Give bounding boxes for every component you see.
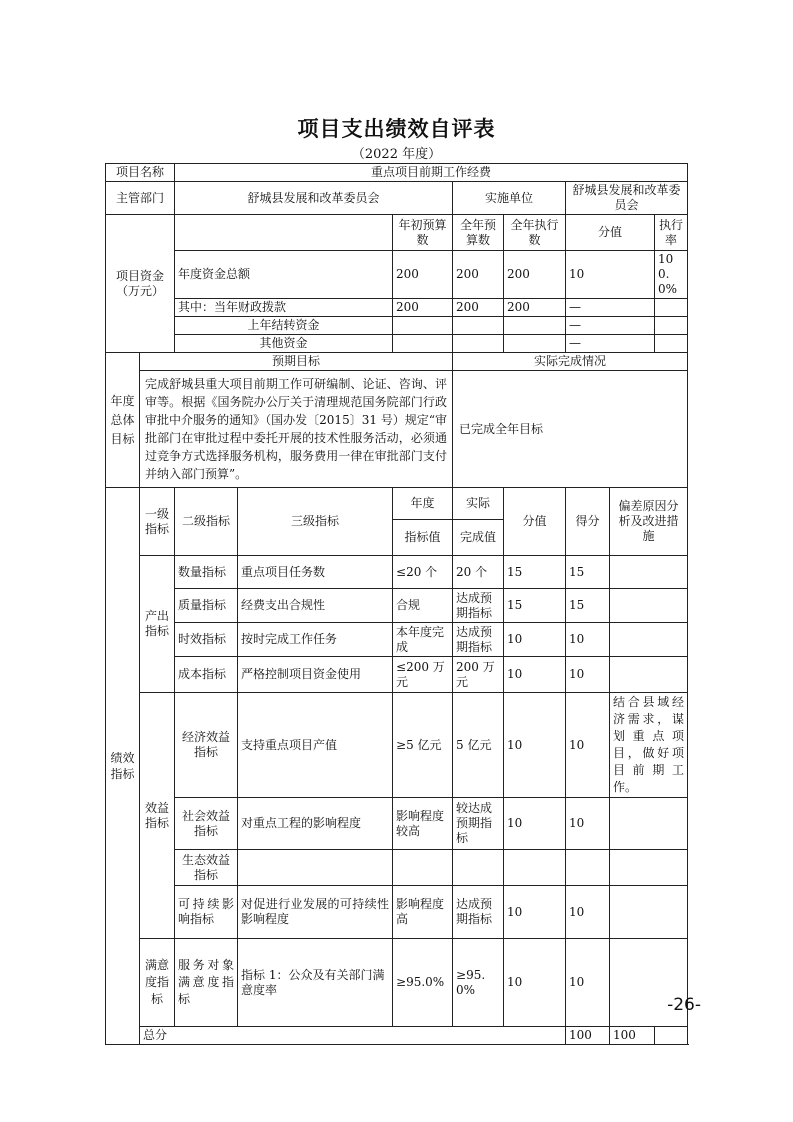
project-name-value: 重点项目前期工作经费 xyxy=(175,164,688,182)
fund-row-budget: 200 xyxy=(393,299,453,317)
indicators-label: 绩效指标 xyxy=(106,488,140,1045)
funds-col-exec: 全年执行数 xyxy=(504,215,566,251)
score-cell: 10 xyxy=(504,886,566,939)
fund-row-name: 上年结转资金 xyxy=(175,317,393,335)
header-annual: 年度 xyxy=(393,488,453,520)
level2-cell: 可持续影响指标 xyxy=(175,886,238,939)
level2-cell: 数量指标 xyxy=(175,556,238,589)
satisfaction-indicators-label: 满意度指标 xyxy=(140,939,175,1027)
funds-label: 项目资金（万元） xyxy=(106,215,175,353)
fund-row-rate: 100.0% xyxy=(655,251,688,299)
fund-row-exec: 200 xyxy=(504,251,566,299)
actual-result-text: 已完成全年目标 xyxy=(453,371,688,488)
expected-goal-text: 完成舒城县重大项目前期工作可研编制、论证、咨询、评审等。根据《国务院办公厅关于清理规范国务院部门行政审批中介服务的通知》（国办发〔2015〕31 号）规定“审批部门在审批过程中委托开展的技术性服务活动，必须通过竞争方式选择服务机构，服务费用一律在审批部门支付并纳入部门预算”。 xyxy=(140,371,453,488)
header-actual-top: 实际 xyxy=(453,488,504,520)
level2-cell: 时效指标 xyxy=(175,623,238,657)
got-cell: 10 xyxy=(566,693,610,798)
header-level1: 一级指标 xyxy=(140,488,175,556)
actual-cell: 达成预期指标 xyxy=(453,886,504,939)
fund-row-rate xyxy=(655,317,688,335)
project-name-label: 项目名称 xyxy=(106,164,175,182)
annual-goal-label: 年度总体目标 xyxy=(106,353,140,488)
header-score: 分值 xyxy=(504,488,566,556)
total-got: 100 xyxy=(610,1027,655,1045)
fund-row-score: — xyxy=(566,317,655,335)
header-actual: 完成值 xyxy=(453,520,504,556)
fund-row-name: 其他资金 xyxy=(175,335,393,353)
header-got: 得分 xyxy=(566,488,610,556)
performance-table xyxy=(105,163,688,1045)
got-cell: 10 xyxy=(566,798,610,850)
target-cell: ≤200 万元 xyxy=(393,657,453,693)
expected-goal-header: 预期目标 xyxy=(140,353,453,371)
fund-row-score: — xyxy=(566,299,655,317)
level3-cell: 指标 1：公众及有关部门满意度率 xyxy=(238,939,393,1027)
funds-col-full: 全年预算数 xyxy=(453,215,504,251)
fund-row-name: 年度资金总额 xyxy=(175,251,393,299)
fund-row-name: 其中：当年财政拨款 xyxy=(175,299,393,317)
reason-cell xyxy=(610,850,688,886)
level2-cell: 社会效益指标 xyxy=(175,798,238,850)
benefit-indicators-label: 效益指标 xyxy=(140,693,175,939)
score-cell: 15 xyxy=(504,589,566,623)
reason-cell xyxy=(610,657,688,693)
fund-row-budget xyxy=(393,317,453,335)
target-cell xyxy=(393,850,453,886)
funds-col-score: 分值 xyxy=(566,215,655,251)
got-cell: 10 xyxy=(566,939,610,1027)
fund-row-full: 200 xyxy=(453,251,504,299)
level2-cell: 成本指标 xyxy=(175,657,238,693)
dept-value: 舒城县发展和改革委员会 xyxy=(175,182,453,215)
impl-value: 舒城县发展和改革委员会 xyxy=(566,182,688,215)
reason-cell xyxy=(610,589,688,623)
funds-col-rate: 执行率 xyxy=(655,215,688,251)
target-cell: ≥95.0% xyxy=(393,939,453,1027)
header-reason: 偏差原因分析及改进措施 xyxy=(610,488,688,556)
score-cell: 15 xyxy=(504,556,566,589)
document-title: 项目支出绩效自评表 xyxy=(297,116,496,141)
fund-row-full: 200 xyxy=(453,299,504,317)
level2-cell: 质量指标 xyxy=(175,589,238,623)
level3-cell xyxy=(238,850,393,886)
header-target: 指标值 xyxy=(393,520,453,556)
target-cell: 合规 xyxy=(393,589,453,623)
actual-cell: 达成预期指标 xyxy=(453,589,504,623)
reason-cell xyxy=(610,886,688,939)
target-cell: 影响程度高 xyxy=(393,886,453,939)
fund-row-full xyxy=(453,317,504,335)
funds-col-budget: 年初预算数 xyxy=(393,215,453,251)
level3-cell: 对重点工程的影响程度 xyxy=(238,798,393,850)
level3-cell: 重点项目任务数 xyxy=(238,556,393,589)
fund-row-score: 10 xyxy=(566,251,655,299)
level3-cell: 经费支出合规性 xyxy=(238,589,393,623)
actual-cell xyxy=(453,850,504,886)
reason-cell xyxy=(610,556,688,589)
got-cell: 15 xyxy=(566,556,610,589)
output-indicators-label: 产出指标 xyxy=(140,556,175,693)
reason-cell xyxy=(610,798,688,850)
score-cell: 10 xyxy=(504,623,566,657)
impl-label: 实施单位 xyxy=(453,182,566,215)
total-score: 100 xyxy=(566,1027,610,1045)
target-cell: 影响程度较高 xyxy=(393,798,453,850)
score-cell: 10 xyxy=(504,657,566,693)
level2-cell: 生态效益指标 xyxy=(175,850,238,886)
reason-cell: 结合县域经济需求，谋划重点项目，做好项目前期工作。 xyxy=(610,693,688,798)
reason-cell xyxy=(610,623,688,657)
fund-row-budget xyxy=(393,335,453,353)
target-cell: ≥5 亿元 xyxy=(393,693,453,798)
fund-row-exec xyxy=(504,317,566,335)
fund-row-exec: 200 xyxy=(504,299,566,317)
actual-cell: 较达成预期指标 xyxy=(453,798,504,850)
score-cell: 10 xyxy=(504,693,566,798)
actual-cell: 达成预期指标 xyxy=(453,623,504,657)
got-cell xyxy=(566,850,610,886)
total-label: 总分 xyxy=(140,1027,566,1045)
score-cell xyxy=(504,850,566,886)
got-cell: 10 xyxy=(566,623,610,657)
score-cell: 10 xyxy=(504,939,566,1027)
document-year: （2022 年度） xyxy=(351,147,442,162)
level2-cell: 经济效益指标 xyxy=(175,693,238,798)
target-cell: ≤20 个 xyxy=(393,556,453,589)
actual-cell: 5 亿元 xyxy=(453,693,504,798)
level2-cell: 服务对象满意度指标 xyxy=(175,939,238,1027)
target-cell: 本年度完成 xyxy=(393,623,453,657)
fund-row-rate xyxy=(655,299,688,317)
actual-cell: 20 个 xyxy=(453,556,504,589)
got-cell: 10 xyxy=(566,886,610,939)
header-level2: 二级指标 xyxy=(175,488,238,556)
header-level3: 三级指标 xyxy=(238,488,393,556)
fund-row-full xyxy=(453,335,504,353)
dept-label: 主管部门 xyxy=(106,182,175,215)
actual-cell: 200 万元 xyxy=(453,657,504,693)
level3-cell: 对促进行业发展的可持续性影响程度 xyxy=(238,886,393,939)
fund-row-budget: 200 xyxy=(393,251,453,299)
level3-cell: 支持重点项目产值 xyxy=(238,693,393,798)
actual-result-header: 实际完成情况 xyxy=(453,353,688,371)
score-cell: 10 xyxy=(504,798,566,850)
level3-cell: 按时完成工作任务 xyxy=(238,623,393,657)
actual-cell: ≥95.0% xyxy=(453,939,504,1027)
page-number: -26- xyxy=(667,995,701,1015)
fund-row-exec xyxy=(504,335,566,353)
fund-row-score: — xyxy=(566,335,655,353)
level3-cell: 严格控制项目资金使用 xyxy=(238,657,393,693)
got-cell: 10 xyxy=(566,657,610,693)
fund-row-rate xyxy=(655,335,688,353)
got-cell: 15 xyxy=(566,589,610,623)
